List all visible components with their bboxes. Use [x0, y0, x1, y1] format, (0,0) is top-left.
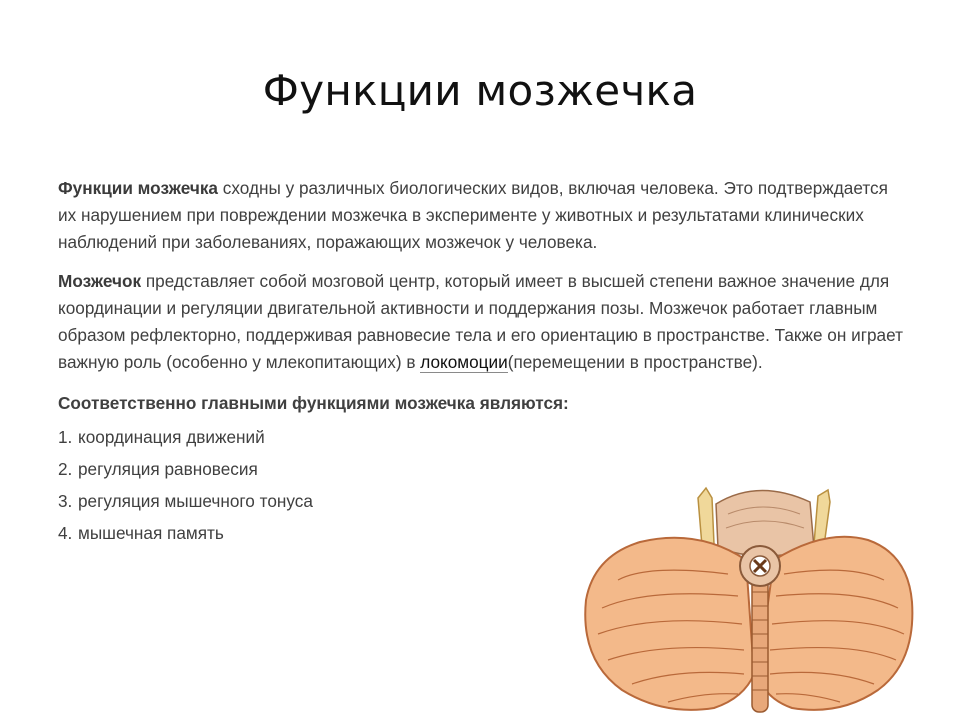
paragraph-text: сходны у различных биологических видов, включая человека. Это подтверждается их нарушением при повреждении мозжечка в эксперименте у животных и результатами клинических наблюдений при заболеваниях, поражающих мозжечок у человека.	[58, 178, 888, 252]
cerebellum-left-hemisphere	[585, 538, 754, 710]
list-number: 4.	[58, 523, 73, 543]
list-number: 1.	[58, 427, 73, 447]
list-number: 3.	[58, 491, 73, 511]
paragraph-functions-intro	[58, 175, 908, 256]
list-item	[58, 421, 908, 453]
paragraph-lead-bold: Функции мозжечка	[58, 178, 218, 198]
functions-list-title: Соответственно главными функциями мозжечка являются:	[58, 393, 569, 413]
paragraph-lead-bold: Мозжечок	[58, 271, 142, 291]
vermis	[752, 576, 768, 712]
list-number: 2.	[58, 459, 73, 479]
paragraph-cerebellum-description	[58, 268, 908, 376]
medulla-cross-section	[740, 546, 780, 586]
slide-title: Функции мозжечка	[262, 66, 698, 115]
locomotion-link[interactable]: локомоции	[420, 352, 508, 372]
paragraph-text: представляет собой мозговой центр, который имеет в высшей степени важное значение для координации и регуляции двигательной активности и поддержания позы. Мозжечок работает главным образом рефлекторно, поддерживая равновесие тела и его ориентацию в пространстве. Также он играет важную роль (особенно у млекопитающих) в	[58, 271, 903, 372]
list-item-label: регуляция мышечного тонуса	[78, 491, 313, 511]
list-item-label: координация движений	[78, 427, 265, 447]
paragraph-tail: (перемещении в пространстве).	[507, 352, 763, 372]
list-item-label: регуляция равновесия	[78, 459, 258, 479]
list-item-label: мышечная память	[78, 523, 224, 543]
cerebellum-right-hemisphere	[758, 537, 912, 710]
list-item	[58, 453, 908, 485]
cerebellum-illustration	[578, 484, 918, 720]
